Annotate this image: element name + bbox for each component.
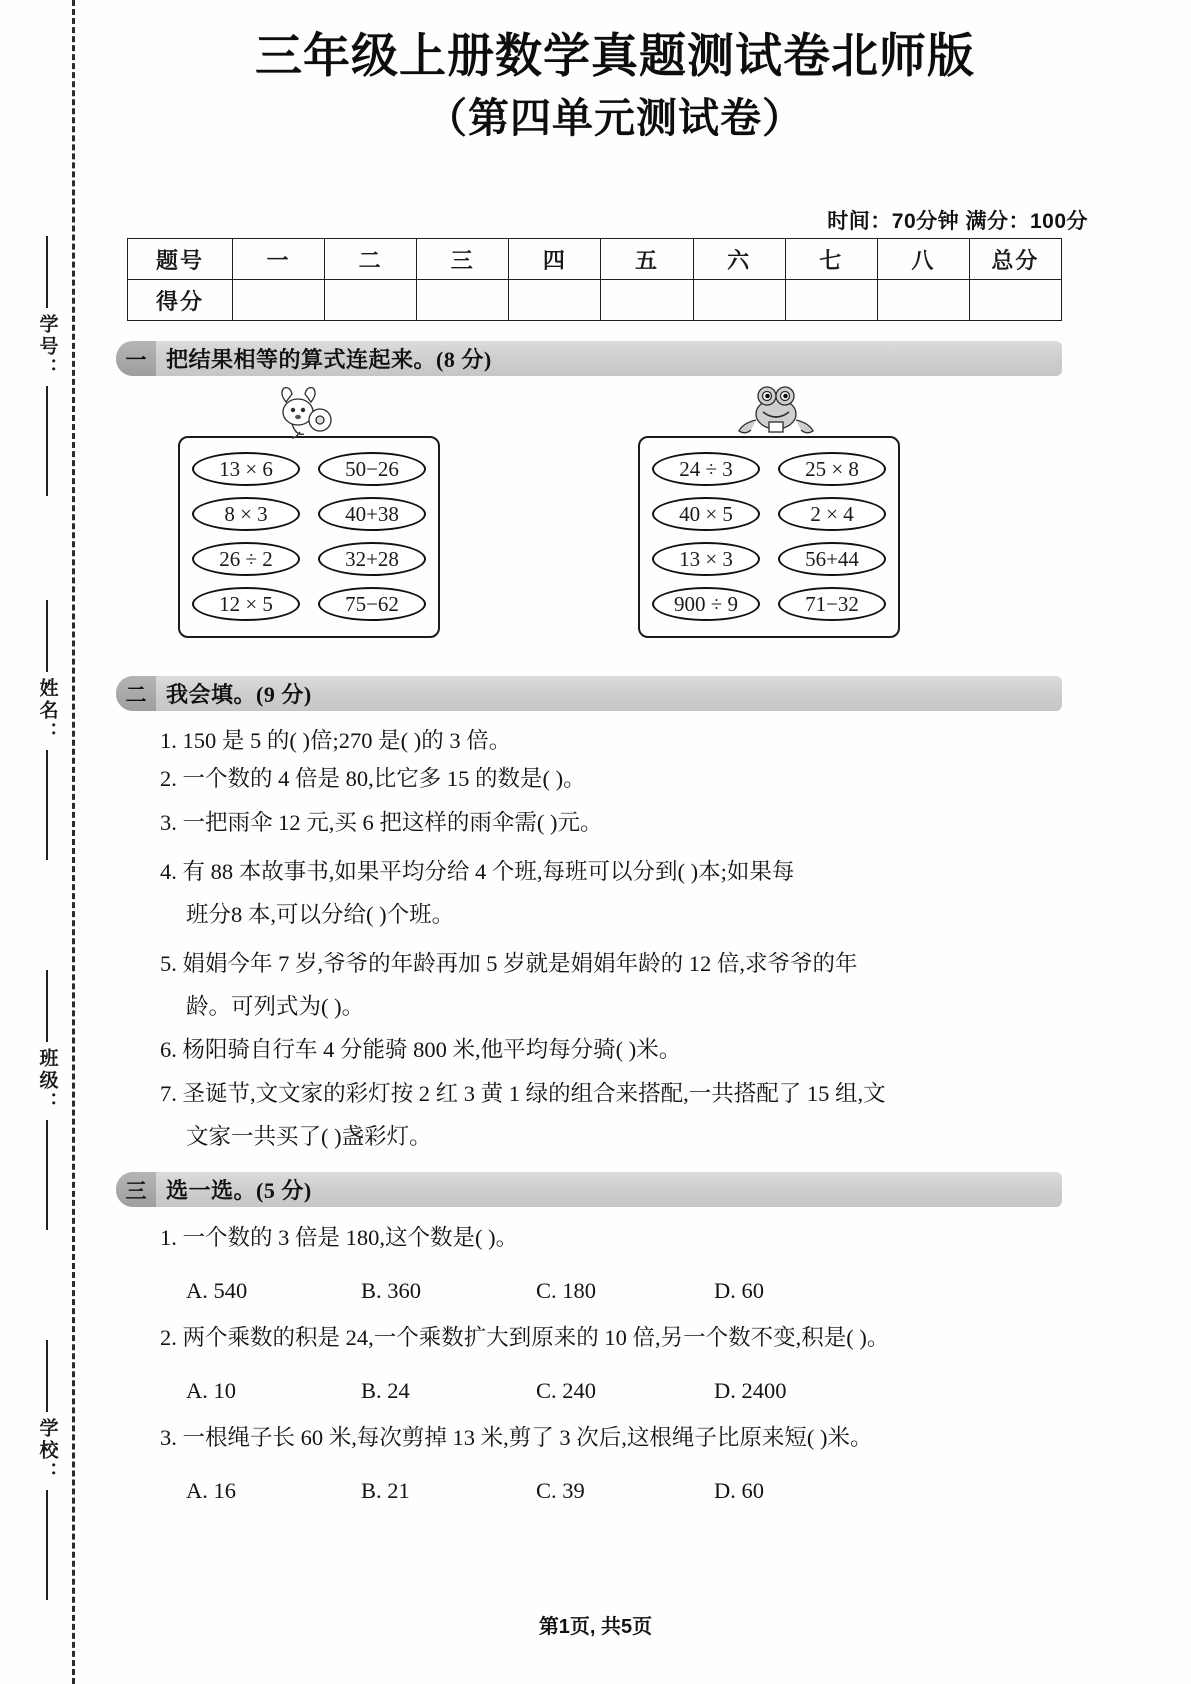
choice-question-1-options <box>186 1278 764 1304</box>
match-col-left <box>192 452 300 632</box>
fill-question-3[interactable]: 3. 一把雨伞 12 元,买 6 把这样的雨伞需( )元。 <box>160 810 603 835</box>
score-table-col-total: 总分 <box>969 239 1061 280</box>
sidebar-field-student-id <box>24 236 70 496</box>
fill-question-1[interactable]: 1. 150 是 5 的( )倍;270 是( )的 3 倍。 <box>160 728 512 753</box>
write-line <box>46 386 48 496</box>
section-header-1 <box>116 341 1062 376</box>
sidebar-field-school <box>24 1340 70 1600</box>
option-d[interactable]: D. 60 <box>714 1478 764 1503</box>
binding-margin <box>0 0 100 1684</box>
option-c[interactable]: C. 39 <box>536 1478 585 1503</box>
match-col-right <box>778 452 886 632</box>
write-line <box>46 1120 48 1230</box>
option-a[interactable]: A. 10 <box>186 1378 236 1403</box>
score-cell[interactable] <box>601 280 693 321</box>
table-row-score <box>128 280 1062 321</box>
section-number-2: 二 <box>116 676 156 711</box>
title-main: 三年级上册数学真题测试卷北师版 <box>255 29 975 82</box>
match-box-right[interactable] <box>638 436 900 638</box>
sidebar-label-name: 姓名： <box>36 678 58 744</box>
score-cell[interactable] <box>969 280 1061 321</box>
choice-question-3-stem[interactable]: 3. 一根绳子长 60 米,每次剪掉 13 米,剪了 3 次后,这根绳子比原来短( )米。 <box>160 1425 873 1450</box>
section-header-3 <box>116 1172 1062 1207</box>
fill-question-6[interactable]: 6. 杨阳骑自行车 4 分能骑 800 米,他平均每分骑( )米。 <box>160 1037 682 1062</box>
score-cell[interactable] <box>325 280 417 321</box>
expression-oval[interactable]: 40 × 5 <box>652 497 760 531</box>
match-col-right <box>318 452 426 632</box>
section-title-3: 选一选。(5 分) <box>166 1178 312 1203</box>
section-number-3: 三 <box>116 1172 156 1207</box>
table-row-header <box>128 239 1062 280</box>
expression-oval[interactable]: 24 ÷ 3 <box>652 452 760 486</box>
option-a[interactable]: A. 540 <box>186 1278 248 1303</box>
score-table-col-2: 二 <box>325 239 417 280</box>
score-cell[interactable] <box>509 280 601 321</box>
expression-oval[interactable]: 2 × 4 <box>778 497 886 531</box>
score-table-row-label: 得分 <box>128 280 233 321</box>
score-table-col-4: 四 <box>509 239 601 280</box>
expression-oval[interactable]: 40+38 <box>318 497 426 531</box>
expression-oval[interactable]: 25 × 8 <box>778 452 886 486</box>
option-d[interactable]: D. 2400 <box>714 1378 787 1403</box>
score-cell[interactable] <box>417 280 509 321</box>
choice-question-3-options <box>186 1478 764 1504</box>
fill-question-4-line2[interactable]: 班分8 本,可以分给( )个班。 <box>186 902 455 927</box>
fill-question-5[interactable]: 5. 娟娟今年 7 岁,爷爷的年龄再加 5 岁就是娟娟年龄的 12 倍,求爷爷的年 <box>160 951 858 976</box>
choice-question-2-options <box>186 1378 787 1404</box>
expression-oval[interactable]: 13 × 3 <box>652 542 760 576</box>
option-b[interactable]: B. 360 <box>361 1278 422 1303</box>
fill-question-2[interactable]: 2. 一个数的 4 倍是 80,比它多 15 的数是( )。 <box>160 766 586 791</box>
expression-oval[interactable]: 71−32 <box>778 587 886 621</box>
match-col-left <box>652 452 760 632</box>
score-table-col-8: 八 <box>877 239 969 280</box>
match-box-left[interactable] <box>178 436 440 638</box>
write-line <box>46 1340 48 1412</box>
score-table-col-3: 三 <box>417 239 509 280</box>
score-table-col-6: 六 <box>693 239 785 280</box>
expression-oval[interactable]: 900 ÷ 9 <box>652 587 760 621</box>
expression-oval[interactable]: 8 × 3 <box>192 497 300 531</box>
write-line <box>46 236 48 308</box>
expression-oval[interactable]: 12 × 5 <box>192 587 300 621</box>
write-line <box>46 600 48 672</box>
fold-dashed-line <box>72 0 75 1684</box>
score-table-row-label: 题号 <box>128 239 233 280</box>
score-cell[interactable] <box>233 280 325 321</box>
score-cell[interactable] <box>693 280 785 321</box>
expression-oval[interactable]: 56+44 <box>778 542 886 576</box>
option-c[interactable]: C. 180 <box>536 1278 597 1303</box>
section-title-1: 把结果相等的算式连起来。(8 分) <box>166 347 492 372</box>
write-line <box>46 970 48 1042</box>
score-table <box>127 238 1062 321</box>
score-table-col-1: 一 <box>233 239 325 280</box>
sidebar-field-class <box>24 970 70 1230</box>
expression-oval[interactable]: 13 × 6 <box>192 452 300 486</box>
sidebar-field-name <box>24 600 70 860</box>
fill-question-7[interactable]: 7. 圣诞节,文文家的彩灯按 2 红 3 黄 1 绿的组合来搭配,一共搭配了 15 组,文 <box>160 1081 886 1106</box>
title-subtitle: （第四单元测试卷） <box>426 95 804 142</box>
page-footer: 第1页, 共5页 <box>538 1616 653 1638</box>
fill-question-4[interactable]: 4. 有 88 本故事书,如果平均分给 4 个班,每班可以分到( )本;如果每 <box>160 859 795 884</box>
score-cell[interactable] <box>877 280 969 321</box>
dog-icon <box>270 382 340 444</box>
fill-question-5-line2[interactable]: 龄。可列式为( )。 <box>186 994 365 1019</box>
option-b[interactable]: B. 21 <box>361 1478 410 1503</box>
option-b[interactable]: B. 24 <box>361 1378 410 1403</box>
section-title-2: 我会填。(9 分) <box>166 682 312 707</box>
section-number-1: 一 <box>116 341 156 376</box>
option-c[interactable]: C. 240 <box>536 1378 597 1403</box>
choice-question-2-stem[interactable]: 2. 两个乘数的积是 24,一个乘数扩大到原来的 10 倍,另一个数不变,积是( )。 <box>160 1325 890 1350</box>
write-line <box>46 750 48 860</box>
option-d[interactable]: D. 60 <box>714 1278 764 1303</box>
score-cell[interactable] <box>785 280 877 321</box>
sidebar-label-student-id: 学号： <box>36 314 58 380</box>
score-table-col-7: 七 <box>785 239 877 280</box>
expression-oval[interactable]: 32+28 <box>318 542 426 576</box>
page-title <box>100 26 1130 145</box>
section-header-2 <box>116 676 1062 711</box>
write-line <box>46 1490 48 1600</box>
fill-question-7-line2[interactable]: 文家一共买了( )盏彩灯。 <box>186 1124 432 1149</box>
choice-question-1-stem[interactable]: 1. 一个数的 3 倍是 180,这个数是( )。 <box>160 1225 519 1250</box>
expression-oval[interactable]: 75−62 <box>318 587 426 621</box>
option-a[interactable]: A. 16 <box>186 1478 236 1503</box>
exam-meta-info: 时间：70分钟 满分：100分 <box>827 210 1088 233</box>
sidebar-label-class: 班级： <box>36 1048 58 1114</box>
expression-oval[interactable]: 26 ÷ 2 <box>192 542 300 576</box>
sidebar-label-school: 学校： <box>36 1418 58 1484</box>
expression-oval[interactable]: 50−26 <box>318 452 426 486</box>
score-table-col-5: 五 <box>601 239 693 280</box>
frog-icon <box>735 380 817 442</box>
